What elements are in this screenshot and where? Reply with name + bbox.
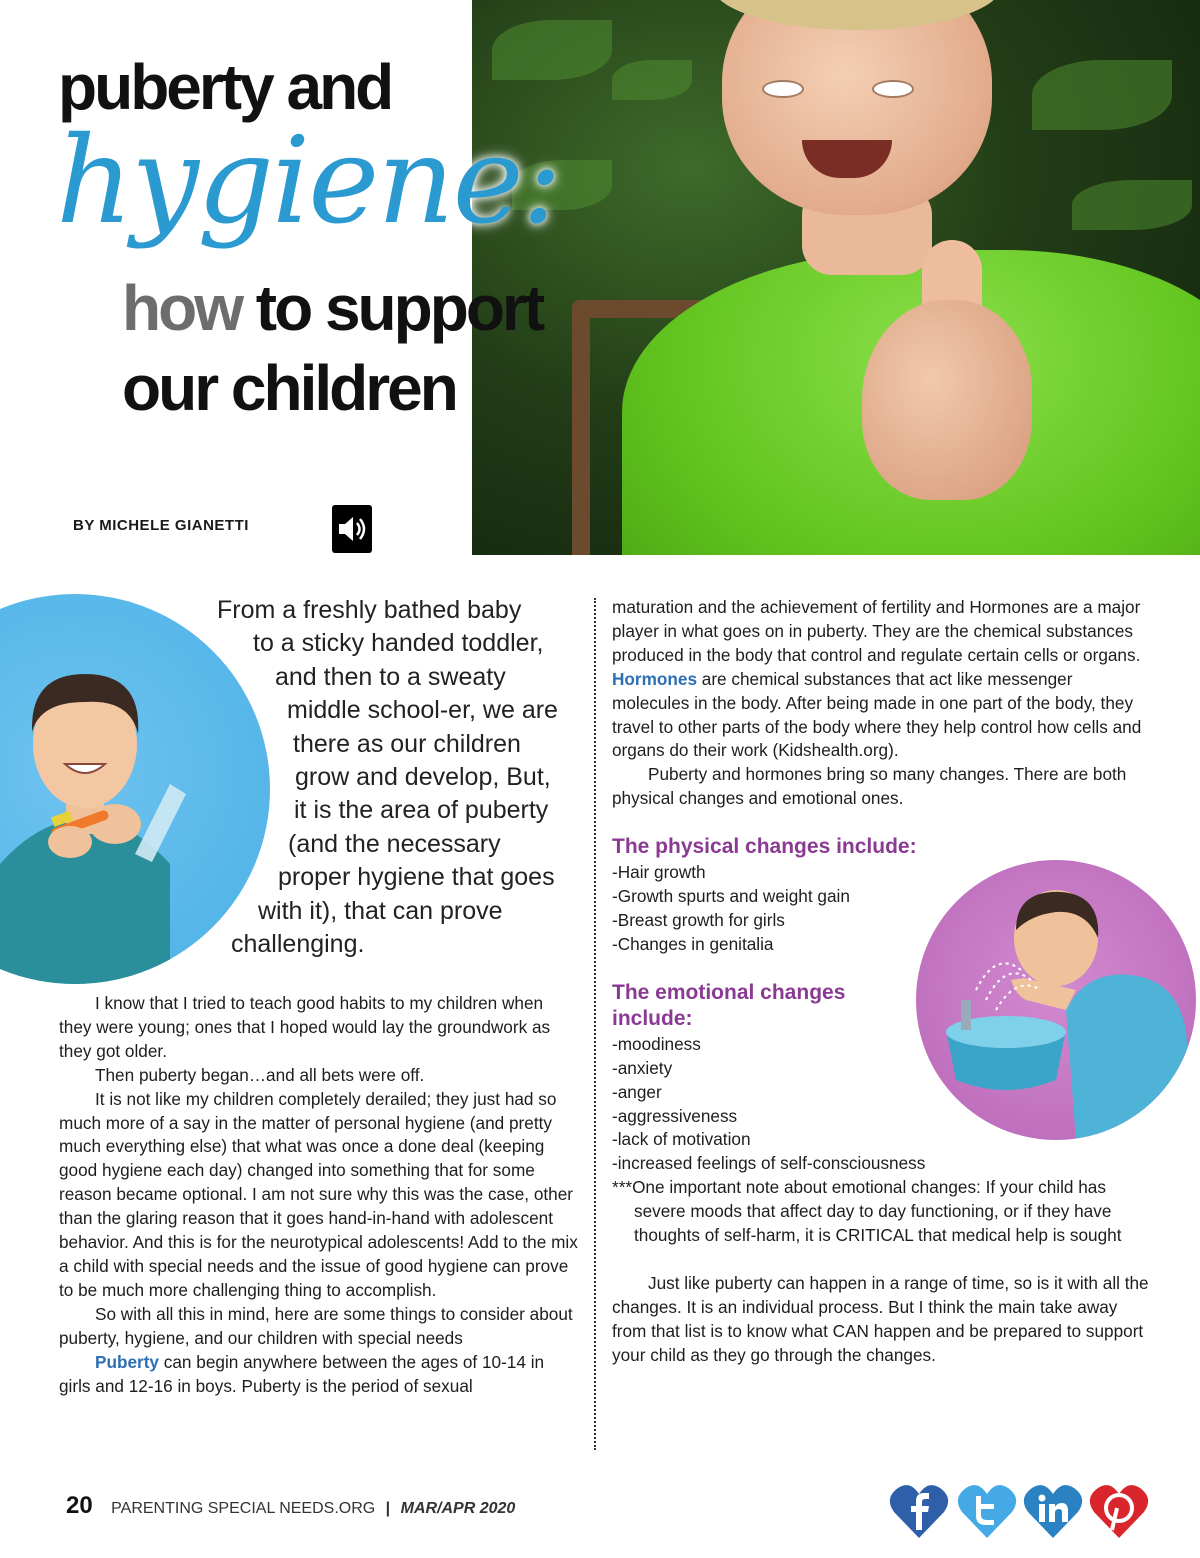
paragraph: I know that I tried to teach good habits to my children when they were young; ones that I hoped would lay the groundwork as they got older. (59, 993, 551, 1061)
headline-hygiene: hygiene: (56, 112, 561, 251)
list-item: -Hair growth (612, 862, 706, 883)
pinterest-icon[interactable] (1088, 1482, 1150, 1540)
list-item: -aggressiveness (612, 1105, 738, 1126)
paragraph: Just like puberty can happen in a range of time, so is it with all the changes. It is an individual process. But I think the main take away from that list is to know what CAN happen and be prepared to support your child as they go through the changes. (612, 1272, 1149, 1365)
intro-line: middle school-er, we are (287, 696, 558, 725)
facebook-icon[interactable] (888, 1482, 950, 1540)
byline: BY MICHELE GIANETTI (73, 517, 249, 534)
intro-line: and then to a sweaty (275, 662, 506, 691)
column-divider (594, 598, 596, 1450)
paragraph: Puberty can begin anywhere between the ages of 10-14 in girls and 12-16 in boys. Puberty is the period of sexual (59, 1351, 545, 1396)
headline-our-children: our children (122, 352, 456, 424)
list-item: -Breast growth for girls (612, 909, 785, 930)
intro-line: grow and develop, But, (295, 763, 551, 792)
list-item: -Changes in genitalia (612, 933, 774, 954)
hero-photo (472, 0, 1200, 555)
list-item: -Growth spurts and weight gain (612, 886, 850, 907)
list-item: -anger (612, 1081, 662, 1102)
intro-line: to a sticky handed toddler, (253, 629, 544, 658)
list-item: -moodiness (612, 1033, 701, 1054)
paragraph: So with all this in mind, here are some things to consider about puberty, hygiene, and our children with special needs (59, 1303, 573, 1348)
intro-line: it is the area of puberty (294, 796, 549, 825)
headline-to-support: to support (255, 272, 543, 344)
face-washing-illustration (916, 860, 1196, 1140)
intro-line: (and the necessary (288, 829, 501, 858)
intro-line: From a freshly bathed baby (217, 596, 522, 624)
paragraph: maturation and the achievement of fertility and Hormones are a major player in what goes on in puberty. They are the chemical substances produced in the body that control and regulate certain cells or organs. Hormones are chemical substances that act like messenger molecules in the body. After being made in one part of the body, they travel to other parts of the body where they help control how cells and organs do their work (Kidshealth.org). (612, 597, 1142, 761)
paragraph: Puberty and hormones bring so many changes. There are both physical changes and emotional ones. (612, 764, 1127, 809)
intro-line: challenging. (231, 930, 365, 959)
intro-line: with it), that can prove (258, 896, 503, 925)
twitter-icon[interactable] (956, 1482, 1018, 1540)
page-number: 20 (66, 1492, 93, 1519)
headline-subtitle (122, 268, 542, 428)
hormones-term: Hormones (612, 668, 697, 689)
headline-line-1: puberty and (58, 51, 392, 123)
paragraph: It is not like my children completely derailed; they just had so much more of a say in the matter of personal hygiene (and pretty much everything else) that what was once a done deal (keeping good hygiene each day) changed into something that for some reason became optional. I am not sure why this was the case, other than the glaring reason that it goes hand-in-hand with adolescent behavior. And this is for the neurotypical adolescents! Add to the mix a child with special needs and the issue of good hygiene can prove to be much more challenging thing to accomplish. (59, 1088, 578, 1300)
intro-line: there as our children (293, 729, 521, 758)
headline-how: how (122, 272, 241, 344)
puberty-term: Puberty (95, 1351, 159, 1372)
page-footer (66, 1492, 515, 1520)
paragraph: Then puberty began…and all bets were off. (95, 1064, 425, 1085)
emotional-changes-heading: The emotional changes include: (612, 980, 846, 1030)
footer-separator: | (385, 1500, 391, 1517)
issue-date: MAR/APR 2020 (400, 1500, 516, 1517)
linkedin-icon[interactable] (1022, 1482, 1084, 1540)
speaker-icon[interactable] (332, 505, 372, 553)
publication-name: PARENTING SPECIAL NEEDS.ORG (111, 1500, 376, 1517)
important-note: ***One important note about emotional changes: If your child has severe moods that affect day to day functioning, or if they have thoughts of self-harm, it is CRITICAL that medical help is sought (612, 1177, 1122, 1246)
intro-pull-text (200, 594, 590, 961)
list-item: -lack of motivation (612, 1129, 751, 1150)
intro-line: proper hygiene that goes (278, 863, 555, 892)
physical-changes-heading: The physical changes include: (612, 835, 917, 859)
list-item: -increased feelings of self-consciousness (612, 1153, 926, 1174)
list-item: -anxiety (612, 1057, 673, 1078)
body-column-left (59, 992, 579, 1398)
